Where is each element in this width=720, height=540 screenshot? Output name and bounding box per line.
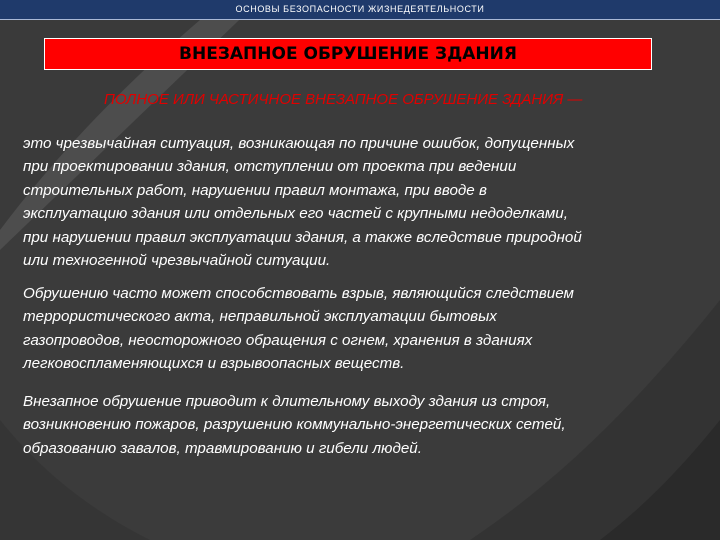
header-bar	[0, 0, 720, 20]
paragraph-line: возникновению пожаров, разрушению коммунально-энергетических сетей,	[23, 416, 566, 434]
paragraph-causes	[23, 282, 695, 376]
paragraph-line: Внезапное обрушение приводит к длительному выходу здания из строя,	[23, 393, 551, 410]
paragraph-line: газопроводов, неосторожного обращения с огнем, хранения в зданиях	[23, 331, 533, 349]
paragraph-line: легковоспламеняющихся и взрывоопасных веществ.	[23, 355, 405, 373]
definition-heading: ПОЛНОЕ ИЛИ ЧАСТИЧНОЕ ВНЕЗАПНОЕ ОБРУШЕНИЕ ЗДАНИЯ —	[104, 91, 583, 108]
paragraph-line: Обрушению часто может способствовать взрыв, являющийся следствием	[23, 285, 574, 302]
header-text: ОСНОВЫ БЕЗОПАСНОСТИ ЖИЗНЕДЕЯТЕЛЬНОСТИ	[235, 4, 485, 14]
paragraph-line: при проектировании здания, отступлении от проекта при ведении	[23, 158, 517, 176]
paragraph-line: при нарушении правил эксплуатации здания, а также вследствие природной	[23, 228, 582, 246]
paragraph-line: образованию завалов, травмированию и гибели людей.	[23, 439, 422, 457]
paragraph-line: или техногенной чрезвычайной ситуации.	[23, 252, 331, 270]
paragraph-line: террористического акта, неправильной эксплуатации бытовых	[23, 308, 497, 326]
paragraph-definition	[23, 132, 695, 272]
paragraph-line: строительных работ, нарушении правил монтажа, при вводе в	[23, 181, 487, 199]
paragraph-consequences	[23, 390, 695, 460]
slide-title: ВНЕЗАПНОЕ ОБРУШЕНИЕ ЗДАНИЯ	[44, 38, 652, 70]
paragraph-line: это чрезвычайная ситуация, возникающая по причине ошибок, допущенных	[23, 135, 575, 152]
paragraph-line: эксплуатацию здания или отдельных его частей с крупными недоделками,	[23, 205, 568, 223]
